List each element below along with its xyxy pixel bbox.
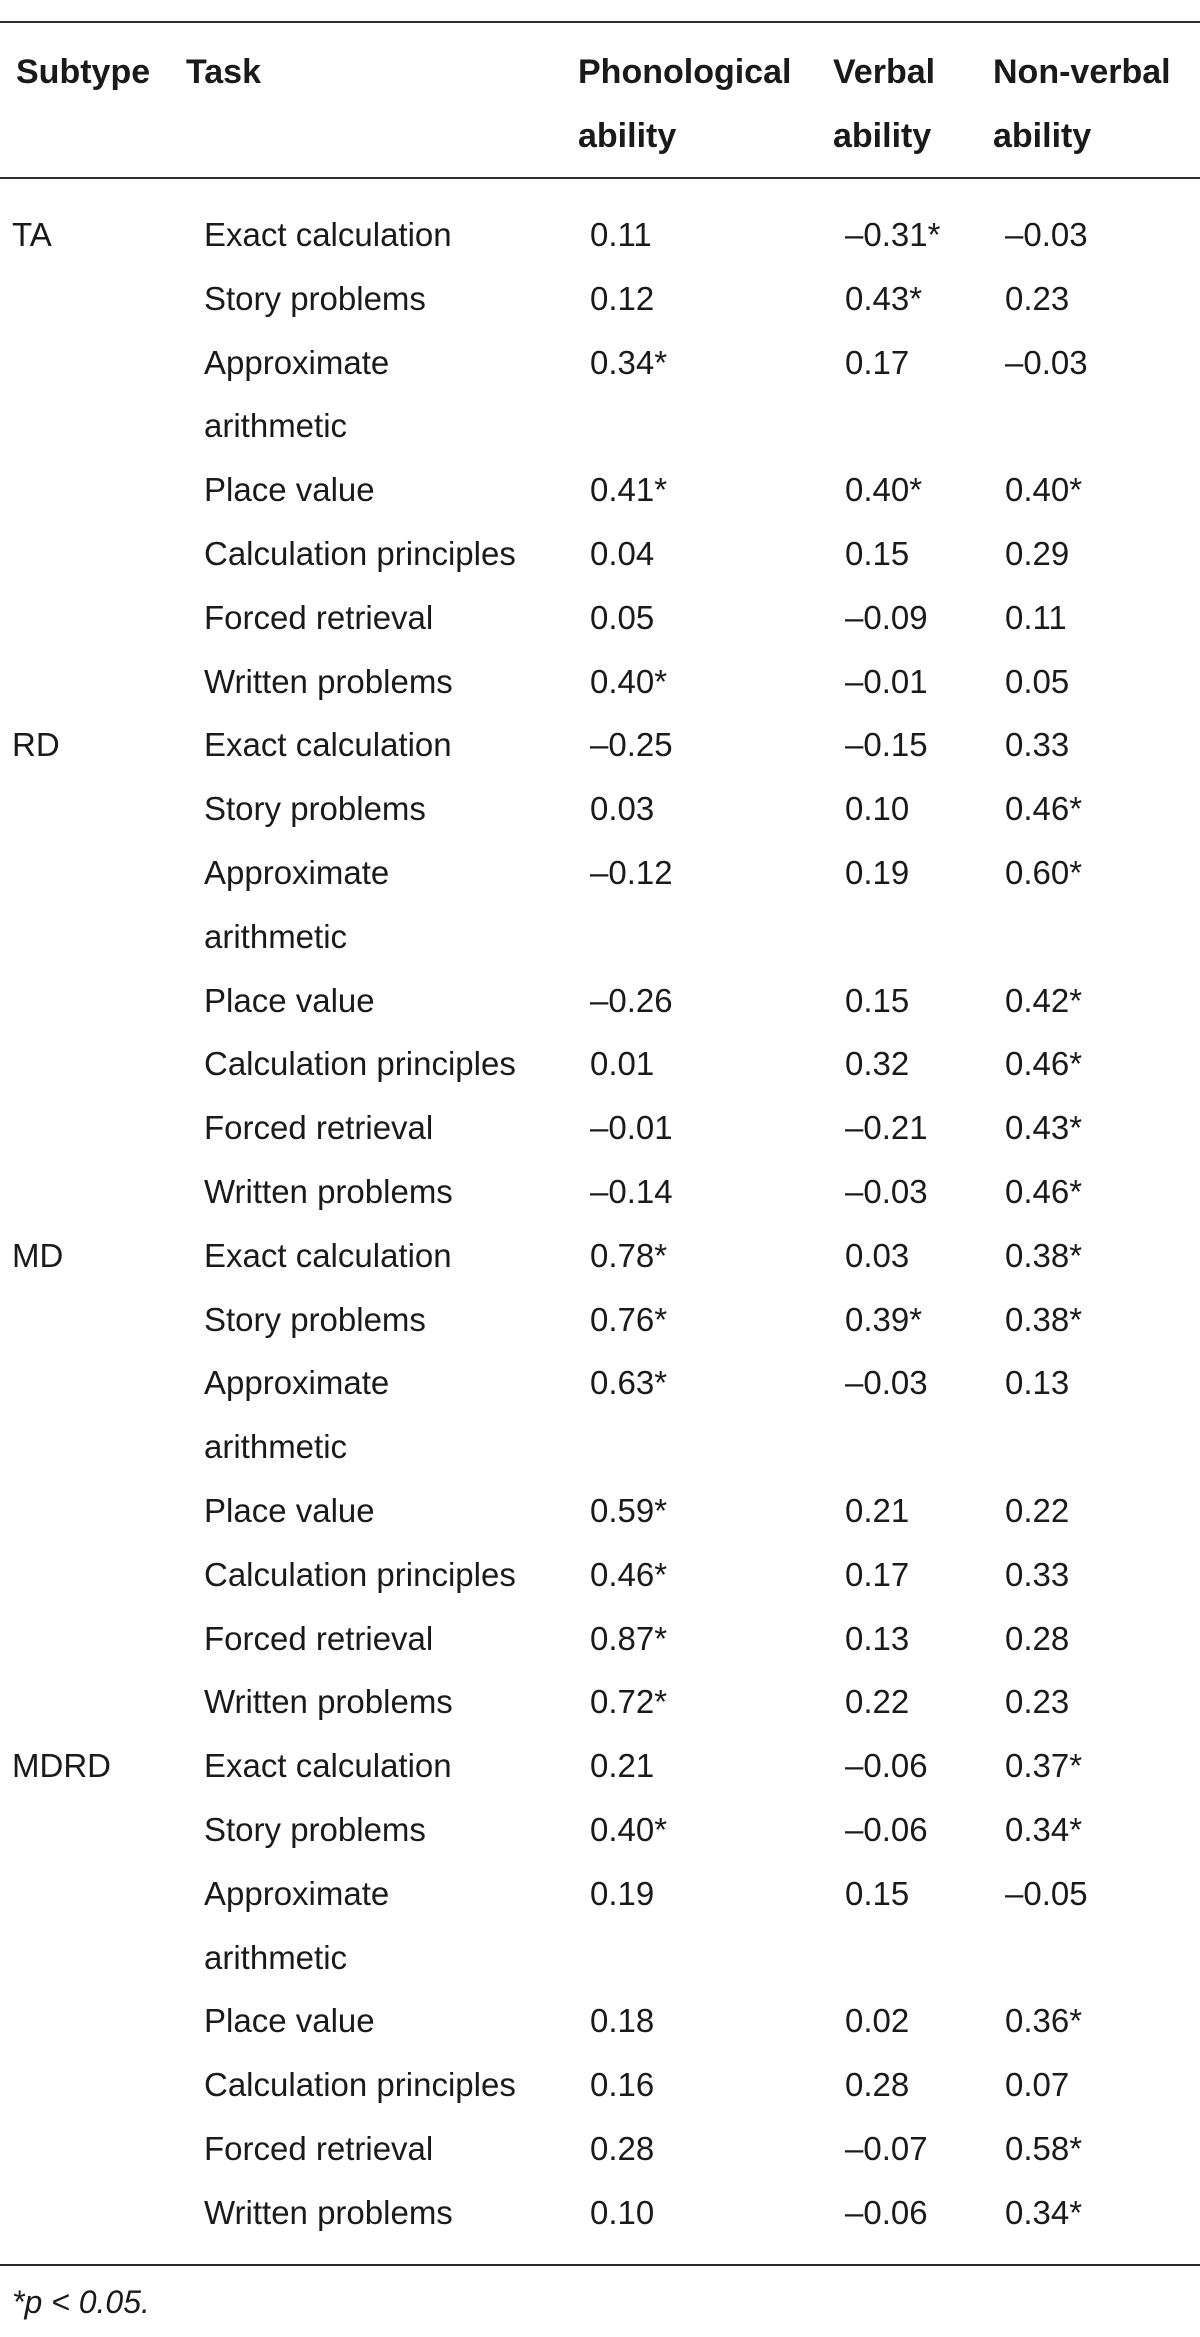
cell-phonological: 0.41* — [590, 471, 668, 509]
cell-task — [204, 2181, 590, 2245]
table-row — [0, 969, 1200, 1033]
cell-subtype — [0, 2117, 204, 2181]
task-label: Story problems — [204, 279, 426, 317]
cell-verbal: –0.03 — [845, 1172, 928, 1210]
header-task: Task — [186, 53, 261, 91]
cell-subtype — [0, 2181, 204, 2245]
task-label: Story problems — [204, 1810, 426, 1848]
task-label: Written problems — [204, 2193, 453, 2231]
table-row — [0, 1989, 1200, 2053]
cell-subtype — [0, 1096, 204, 1160]
cell-phonological: 0.28 — [590, 2129, 655, 2167]
cell-subtype — [0, 1160, 204, 1224]
cell-phonological: 0.19 — [590, 1874, 655, 1912]
cell-verbal: –0.03 — [845, 1364, 928, 1402]
cell-nonverbal: 0.46* — [1005, 1045, 1083, 1083]
task-label: Forced retrieval — [204, 2129, 434, 2167]
header-nonverbal-ability: Non-verbal ability — [993, 53, 1171, 155]
cell-nonverbal: 0.38* — [1005, 1300, 1083, 1338]
cell-subtype — [0, 1862, 204, 1990]
cell-nonverbal: 0.38* — [1005, 1236, 1083, 1274]
task-label: Place value — [204, 981, 375, 1019]
cell-verbal: 0.28 — [845, 2066, 910, 2104]
table-row — [0, 1288, 1200, 1352]
cell-verbal: –0.01 — [845, 662, 928, 700]
cell-task — [204, 2117, 590, 2181]
task-label: Written problems — [204, 1172, 453, 1210]
cell-task — [204, 1862, 590, 1990]
table-row — [0, 2117, 1200, 2181]
cell-phonological: 0.21 — [590, 1747, 655, 1785]
cell-nonverbal: 0.28 — [1005, 1619, 1070, 1657]
cell-phonological: 0.40* — [590, 1810, 668, 1848]
cell-verbal: –0.31* — [845, 216, 941, 253]
task-label: Place value — [204, 1491, 375, 1529]
cell-nonverbal: 0.11 — [1005, 598, 1067, 636]
table-row — [0, 1351, 1200, 1479]
cell-task — [204, 1798, 590, 1862]
cell-task — [204, 1734, 590, 1798]
table-row — [0, 1096, 1200, 1160]
cell-verbal: 0.43* — [845, 279, 923, 317]
task-label-continued: arithmetic — [204, 917, 348, 955]
cell-nonverbal: 0.43* — [1005, 1109, 1083, 1147]
cell-task — [204, 331, 590, 459]
cell-phonological: 0.03 — [590, 790, 655, 828]
cell-nonverbal: 0.46* — [1005, 790, 1083, 828]
table-row — [0, 1032, 1200, 1096]
header-rule — [0, 177, 1200, 179]
cell-verbal: 0.03 — [845, 1236, 910, 1274]
cell-verbal: 0.15 — [845, 534, 910, 572]
cell-phonological: 0.18 — [590, 2002, 655, 2040]
cell-subtype — [0, 2053, 204, 2117]
cell-nonverbal: 0.60* — [1005, 853, 1083, 891]
cell-task — [204, 969, 590, 1033]
cell-phonological: 0.78* — [590, 1236, 668, 1274]
cell-task — [204, 777, 590, 841]
cell-phonological: 0.12 — [590, 279, 655, 317]
cell-phonological: 0.76* — [590, 1300, 668, 1338]
cell-nonverbal: 0.40* — [1005, 471, 1083, 509]
cell-phonological: 0.10 — [590, 2193, 655, 2231]
cell-phonological: 0.63* — [590, 1364, 668, 1402]
cell-phonological: 0.01 — [590, 1045, 655, 1083]
table-row — [0, 1160, 1200, 1224]
cell-subtype — [0, 1032, 204, 1096]
cell-subtype — [0, 969, 204, 1033]
task-label: Forced retrieval — [204, 1109, 434, 1147]
cell-subtype — [0, 1798, 204, 1862]
cell-nonverbal: 0.58* — [1005, 2129, 1083, 2167]
cell-subtype — [0, 1351, 204, 1479]
cell-task — [204, 267, 590, 331]
cell-nonverbal: –0.03 — [1005, 343, 1088, 381]
table-row — [0, 267, 1200, 331]
cell-phonological: 0.72* — [590, 1683, 668, 1721]
cell-phonological: 0.87* — [590, 1619, 668, 1657]
cell-nonverbal: 0.23 — [1005, 279, 1070, 317]
cell-phonological: 0.04 — [590, 534, 655, 572]
table-row — [0, 1798, 1200, 1862]
task-label: Approximate — [204, 853, 390, 891]
cell-task — [204, 2053, 590, 2117]
cell-verbal: –0.06 — [845, 2193, 928, 2231]
cell-verbal: –0.09 — [845, 598, 928, 636]
cell-subtype: MDRD — [12, 1747, 111, 1785]
table-row — [0, 1862, 1200, 1990]
table-row — [0, 713, 1200, 777]
cell-task — [204, 1351, 590, 1479]
task-label: Exact calculation — [204, 726, 452, 764]
table-row — [0, 203, 1200, 267]
task-label: Calculation principles — [204, 534, 516, 572]
cell-verbal: 0.40* — [845, 471, 923, 509]
cell-task — [204, 1543, 590, 1607]
table-row — [0, 1543, 1200, 1607]
cell-subtype — [0, 267, 204, 331]
task-label: Written problems — [204, 1683, 453, 1721]
table-row — [0, 1607, 1200, 1671]
footnote: *p < 0.05. — [12, 2284, 150, 2320]
table-row — [0, 841, 1200, 969]
cell-verbal: 0.15 — [845, 1874, 910, 1912]
cell-nonverbal: 0.34* — [1005, 2193, 1083, 2231]
cell-verbal: 0.21 — [845, 1491, 910, 1529]
cell-subtype — [0, 1607, 204, 1671]
task-label-continued: arithmetic — [204, 1938, 348, 1976]
table-row — [0, 1224, 1200, 1288]
cell-task — [204, 713, 590, 777]
header-phonological-ability: Phonological ability — [578, 53, 792, 155]
cell-task — [204, 1479, 590, 1543]
task-label: Story problems — [204, 1300, 426, 1338]
cell-phonological: 0.16 — [590, 2066, 655, 2104]
task-label: Place value — [204, 471, 375, 509]
cell-nonverbal: 0.37* — [1005, 1747, 1083, 1785]
cell-subtype — [0, 458, 204, 522]
task-label: Forced retrieval — [204, 1619, 434, 1657]
cell-verbal: 0.10 — [845, 790, 910, 828]
cell-verbal: –0.15 — [845, 726, 928, 764]
cell-subtype — [0, 650, 204, 714]
cell-task — [204, 1670, 590, 1734]
cell-subtype: RD — [12, 726, 60, 764]
task-label-continued: arithmetic — [204, 1428, 348, 1466]
cell-verbal: 0.39* — [845, 1300, 923, 1338]
header-subtype: Subtype — [16, 53, 151, 91]
table-row — [0, 458, 1200, 522]
cell-task — [204, 1032, 590, 1096]
cell-nonverbal: 0.36* — [1005, 2002, 1083, 2040]
cell-phonological: 0.05 — [590, 598, 655, 636]
cell-subtype — [0, 1989, 204, 2053]
cell-verbal: 0.17 — [845, 1555, 910, 1593]
header-verbal-ability: Verbal ability — [833, 53, 936, 155]
table-row — [0, 586, 1200, 650]
cell-subtype — [0, 1670, 204, 1734]
cell-subtype — [0, 331, 204, 459]
task-label: Exact calculation — [204, 1747, 452, 1785]
cell-subtype — [0, 522, 204, 586]
table-row — [0, 1670, 1200, 1734]
task-label: Calculation principles — [204, 2066, 516, 2104]
cell-subtype: TA — [12, 216, 52, 253]
table-row — [0, 650, 1200, 714]
table-row — [0, 2053, 1200, 2117]
cell-verbal: 0.32 — [845, 1045, 910, 1083]
task-label: Exact calculation — [204, 216, 452, 253]
task-label: Written problems — [204, 662, 453, 700]
table-row — [0, 1734, 1200, 1798]
cell-task — [204, 1224, 590, 1288]
cell-task — [204, 522, 590, 586]
cell-phonological: –0.14 — [590, 1172, 673, 1210]
cell-phonological: –0.26 — [590, 981, 673, 1019]
cell-task — [204, 1989, 590, 2053]
cell-nonverbal: 0.33 — [1005, 726, 1070, 764]
cell-phonological: –0.12 — [590, 853, 673, 891]
cell-verbal: –0.06 — [845, 1810, 928, 1848]
cell-phonological: 0.46* — [590, 1555, 668, 1593]
cell-nonverbal: 0.29 — [1005, 534, 1070, 572]
cell-phonological: 0.59* — [590, 1491, 668, 1529]
bottom-rule — [0, 2264, 1200, 2266]
cell-task — [204, 458, 590, 522]
cell-verbal: –0.07 — [845, 2129, 928, 2167]
task-label: Approximate — [204, 1364, 390, 1402]
cell-subtype — [0, 841, 204, 969]
cell-subtype: MD — [12, 1236, 64, 1274]
cell-task — [204, 203, 590, 267]
table-body — [0, 203, 1200, 2245]
cell-nonverbal: 0.46* — [1005, 1172, 1083, 1210]
cell-verbal: –0.06 — [845, 1747, 928, 1785]
cell-verbal: 0.19 — [845, 853, 910, 891]
cell-nonverbal: –0.05 — [1005, 1874, 1088, 1912]
cell-verbal: 0.15 — [845, 981, 910, 1019]
top-rule — [0, 21, 1200, 23]
cell-subtype — [0, 777, 204, 841]
cell-verbal: 0.02 — [845, 2002, 910, 2040]
task-label: Forced retrieval — [204, 598, 434, 636]
cell-subtype — [0, 586, 204, 650]
cell-nonverbal: 0.33 — [1005, 1555, 1070, 1593]
cell-phonological: 0.11 — [590, 216, 652, 253]
cell-task — [204, 650, 590, 714]
cell-verbal: –0.21 — [845, 1109, 928, 1147]
cell-nonverbal: 0.23 — [1005, 1683, 1070, 1721]
table-row — [0, 777, 1200, 841]
cell-task — [204, 841, 590, 969]
task-label-continued: arithmetic — [204, 407, 348, 445]
cell-verbal: 0.17 — [845, 343, 910, 381]
task-label: Exact calculation — [204, 1236, 452, 1274]
task-label: Approximate — [204, 1874, 390, 1912]
table-row — [0, 2181, 1200, 2245]
cell-subtype — [0, 1543, 204, 1607]
cell-phonological: 0.34* — [590, 343, 668, 381]
cell-subtype — [0, 1479, 204, 1543]
task-label: Story problems — [204, 790, 426, 828]
task-label: Calculation principles — [204, 1045, 516, 1083]
table-row — [0, 522, 1200, 586]
cell-nonverbal: 0.42* — [1005, 981, 1083, 1019]
cell-task — [204, 586, 590, 650]
cell-nonverbal: –0.03 — [1005, 216, 1088, 253]
cell-task — [204, 1607, 590, 1671]
cell-phonological: 0.40* — [590, 662, 668, 700]
table-row — [0, 331, 1200, 459]
task-label: Place value — [204, 2002, 375, 2040]
cell-nonverbal: 0.07 — [1005, 2066, 1070, 2104]
cell-phonological: –0.25 — [590, 726, 673, 764]
task-label: Approximate — [204, 343, 390, 381]
cell-nonverbal: 0.22 — [1005, 1491, 1070, 1529]
cell-task — [204, 1160, 590, 1224]
cell-verbal: 0.22 — [845, 1683, 910, 1721]
task-label: Calculation principles — [204, 1555, 516, 1593]
cell-task — [204, 1096, 590, 1160]
cell-task — [204, 1288, 590, 1352]
cell-phonological: –0.01 — [590, 1109, 673, 1147]
cell-subtype — [0, 1288, 204, 1352]
correlation-table — [0, 203, 1200, 2245]
cell-nonverbal: 0.34* — [1005, 1810, 1083, 1848]
cell-nonverbal: 0.13 — [1005, 1364, 1070, 1402]
cell-verbal: 0.13 — [845, 1619, 910, 1657]
table-row — [0, 1479, 1200, 1543]
cell-nonverbal: 0.05 — [1005, 662, 1070, 700]
